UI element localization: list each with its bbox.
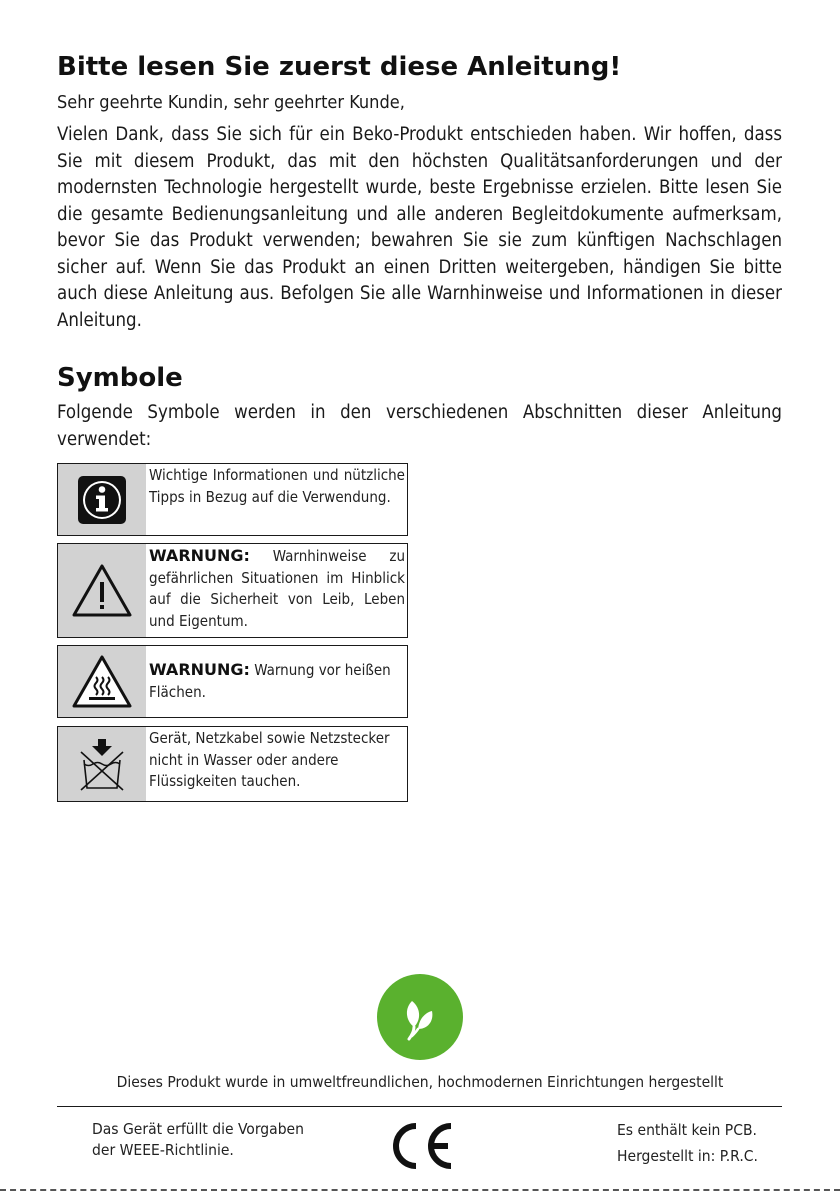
ce-mark-icon bbox=[385, 1118, 457, 1178]
hot-surface-description: Warnung vor heißen Flächen. bbox=[149, 661, 391, 701]
symbol-text bbox=[146, 646, 407, 717]
weee-note bbox=[92, 1119, 304, 1161]
symbol-text: Gerät, Netzkabel sowie Netzstecker nicht in Wasser oder andere Flüssigkeiten tauchen. bbox=[149, 729, 390, 790]
leaf-icon bbox=[377, 974, 463, 1060]
warning-triangle-icon bbox=[58, 544, 146, 637]
symbol-item-info bbox=[57, 463, 408, 536]
symbol-item-warning bbox=[57, 543, 408, 638]
symbol-item-hot-surface bbox=[57, 645, 408, 718]
pcb-and-origin bbox=[617, 1117, 758, 1169]
weee-line: der WEEE-Richtlinie. bbox=[92, 1141, 234, 1159]
symbols-heading: Symbole bbox=[57, 363, 183, 393]
made-in-note: Hergestellt in: P.R.C. bbox=[617, 1147, 758, 1165]
warning-description: Warnhinweise zu gefährlichen Situationen im Hinblick auf die Sicherheit von Leib, Leben und Eigentum. bbox=[149, 547, 405, 630]
salutation: Sehr geehrte Kundin, sehr geehrter Kunde, bbox=[57, 92, 405, 113]
intro-paragraph: Vielen Dank, dass Sie sich für ein Beko-Produkt entschieden haben. Wir hoffen, dass Sie mit diesem Produkt, das mit den höchsten Qualitätsanforderungen und der modernsten Technologie hergestellt wurde, beste Ergebnisse erzielen. Bitte lesen Sie die gesamte Bedienungsanleitung und alle anderen Begleitdokumente aufmerksam, bevor Sie das Produkt verwenden; bewahren Sie sie zum künftigen Nachschlagen sicher auf. Wenn Sie das Produkt an einen Dritten weitergeben, händigen Sie bitte auch diese Anleitung aus. Befolgen Sie alle Warnhinweise und Informationen in dieser Anleitung. bbox=[57, 124, 782, 331]
pcb-note: Es enthält kein PCB. bbox=[617, 1121, 757, 1139]
divider bbox=[57, 1106, 782, 1107]
symbol-text bbox=[146, 544, 407, 637]
symbol-item-no-immersion bbox=[57, 726, 408, 802]
no-immersion-icon bbox=[58, 727, 146, 801]
page-title: Bitte lesen Sie zuerst diese Anleitung! bbox=[57, 52, 622, 82]
info-icon bbox=[58, 464, 146, 535]
warning-label: WARNUNG: bbox=[149, 660, 250, 679]
symbol-text: Wichtige Informationen und nützliche Tipps in Bezug auf die Verwendung. bbox=[149, 466, 405, 506]
hot-surface-icon bbox=[58, 646, 146, 717]
eco-statement: Dieses Produkt wurde in umweltfreundlichen, hochmodernen Einrichtungen hergestellt bbox=[116, 1073, 724, 1091]
weee-line: Das Gerät erfüllt die Vorgaben bbox=[92, 1120, 304, 1138]
warning-label: WARNUNG: bbox=[149, 546, 250, 565]
symbols-intro: Folgende Symbole werden in den verschiedenen Abschnitten dieser Anleitung verwendet: bbox=[57, 402, 782, 450]
cut-line bbox=[0, 1189, 840, 1191]
